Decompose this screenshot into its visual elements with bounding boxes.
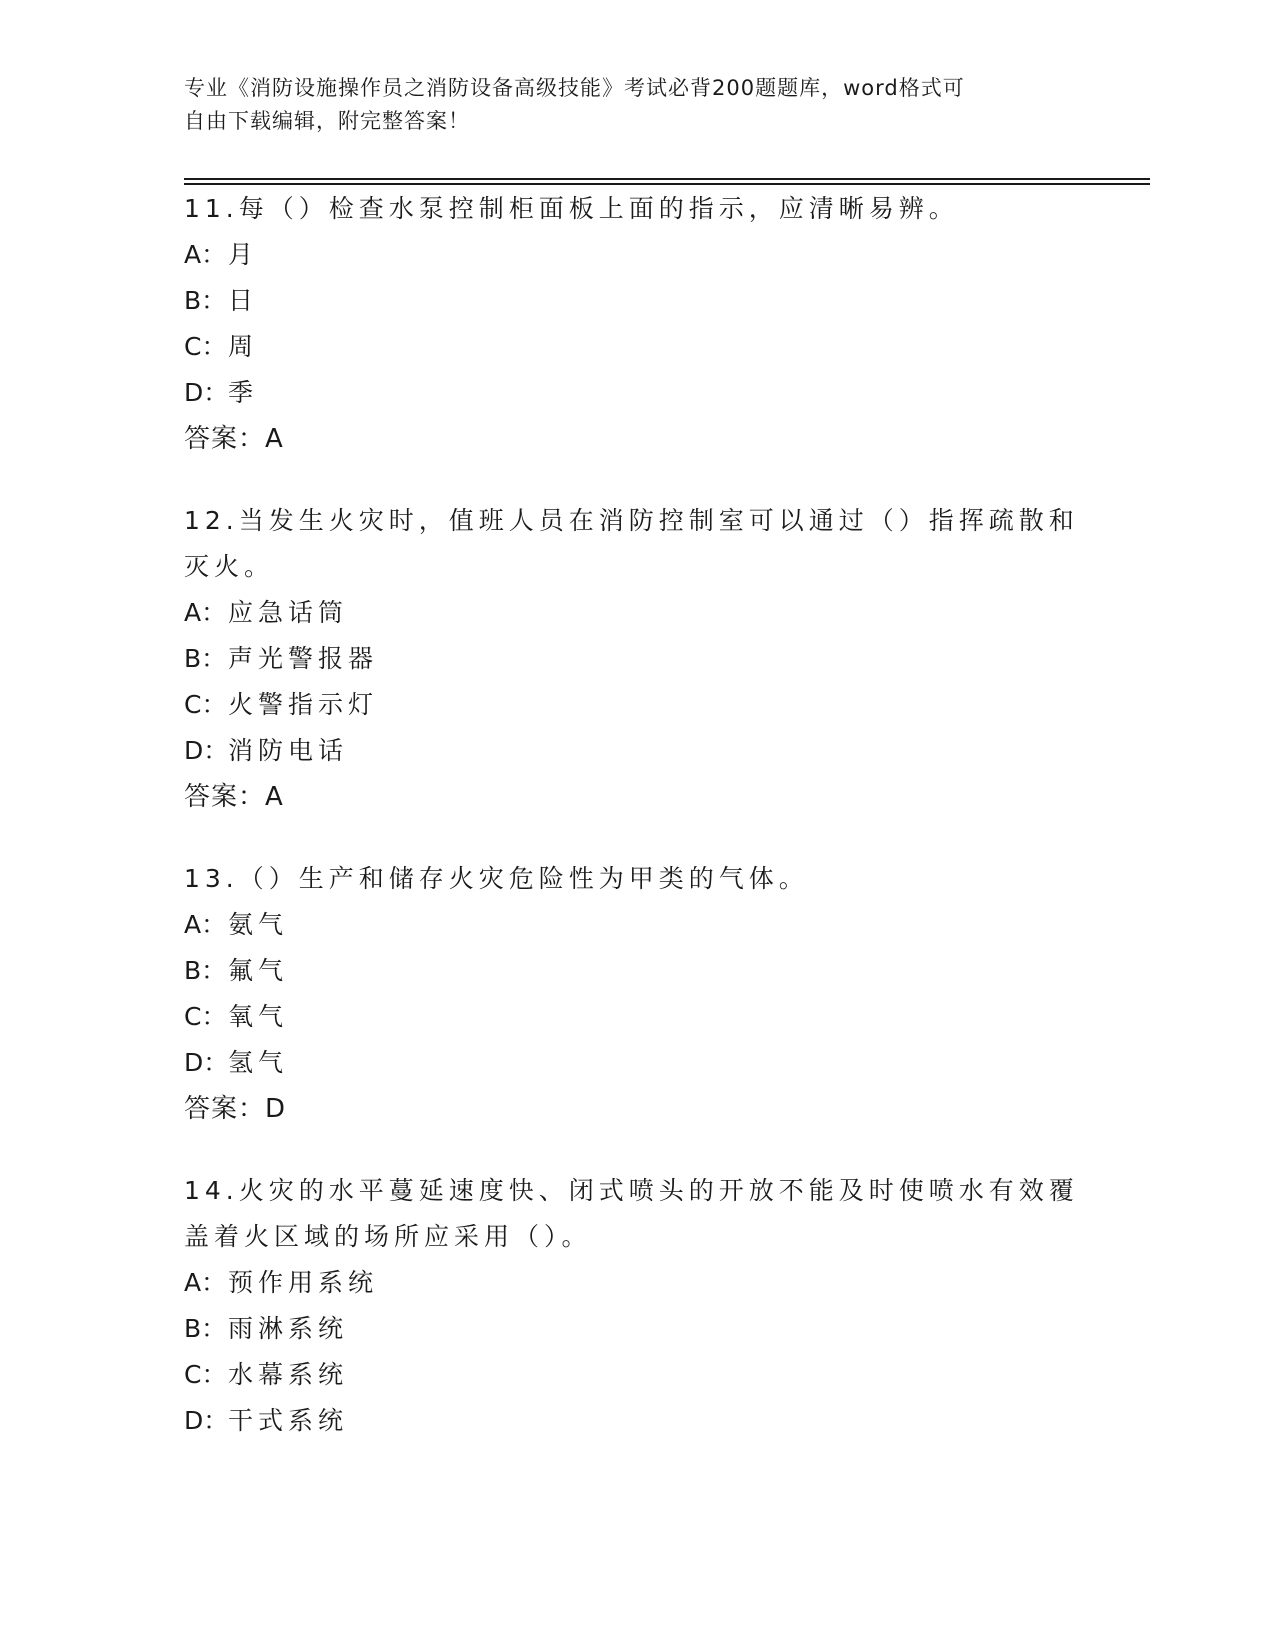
option-c (184, 682, 1084, 728)
option-text: 氢气 (228, 1048, 289, 1077)
option-text: 周 (228, 332, 259, 361)
option-a (184, 902, 1084, 948)
option-key: C： (184, 332, 227, 361)
option-key: D： (184, 378, 229, 407)
header-divider-bottom (184, 183, 1150, 185)
question-14 (184, 1168, 1084, 1444)
option-key: B： (184, 956, 227, 985)
option-text: 应急话筒 (228, 598, 349, 627)
option-key: D： (184, 736, 229, 765)
option-d (184, 728, 1084, 774)
question-12 (184, 498, 1084, 820)
option-a (184, 590, 1084, 636)
option-text: 氟气 (228, 956, 289, 985)
option-text: 消防电话 (228, 736, 349, 765)
option-text: 日 (228, 286, 259, 315)
answer-line: 答案：D (184, 1094, 287, 1124)
question-stem: 13.（）生产和储存火灾危险性为甲类的气体。 (184, 864, 809, 893)
answer-line: 答案：A (184, 424, 284, 454)
option-key: D： (184, 1406, 229, 1435)
option-text: 火警指示灯 (228, 690, 379, 719)
option-key: B： (184, 286, 227, 315)
option-b (184, 636, 1084, 682)
option-a (184, 232, 1084, 278)
option-b (184, 1306, 1084, 1352)
option-key: A： (184, 240, 227, 269)
option-b (184, 278, 1084, 324)
option-text: 氨气 (228, 910, 289, 939)
option-c (184, 1352, 1084, 1398)
option-key: C： (184, 1360, 227, 1389)
option-text: 雨淋系统 (228, 1314, 349, 1343)
option-text: 月 (228, 240, 259, 269)
option-key: A： (184, 1268, 227, 1297)
question-13 (184, 856, 1084, 1132)
option-b (184, 948, 1084, 994)
option-c (184, 994, 1084, 1040)
option-key: B： (184, 1314, 227, 1343)
option-text: 干式系统 (228, 1406, 349, 1435)
option-text: 预作用系统 (228, 1268, 379, 1297)
option-key: D： (184, 1048, 229, 1077)
document-header (184, 72, 1064, 138)
question-stem: 12.当发生火灾时，值班人员在消防控制室可以通过（）指挥疏散和灭火。 (184, 506, 1079, 581)
option-text: 水幕系统 (228, 1360, 349, 1389)
option-text: 声光警报器 (228, 644, 379, 673)
option-d (184, 1398, 1084, 1444)
answer-line: 答案：A (184, 782, 284, 812)
option-d (184, 370, 1084, 416)
question-11 (184, 186, 1084, 462)
question-list (184, 186, 1084, 1480)
option-key: C： (184, 690, 227, 719)
question-stem: 11.每（）检查水泵控制柜面板上面的指示，应清晰易辨。 (184, 194, 959, 223)
header-divider-top (184, 178, 1150, 180)
option-d (184, 1040, 1084, 1086)
option-text: 氧气 (228, 1002, 289, 1031)
option-key: C： (184, 1002, 227, 1031)
option-key: A： (184, 910, 227, 939)
header-line-2: 自由下载编辑，附完整答案！ (184, 109, 470, 133)
option-a (184, 1260, 1084, 1306)
option-text: 季 (228, 378, 259, 407)
option-c (184, 324, 1084, 370)
header-line-1: 专业《消防设施操作员之消防设备高级技能》考试必背200题题库，word格式可 (184, 76, 965, 100)
option-key: A： (184, 598, 227, 627)
option-key: B： (184, 644, 227, 673)
question-stem: 14.火灾的水平蔓延速度快、闭式喷头的开放不能及时使喷水有效覆盖着火区域的场所应采用（）。 (184, 1176, 1079, 1251)
